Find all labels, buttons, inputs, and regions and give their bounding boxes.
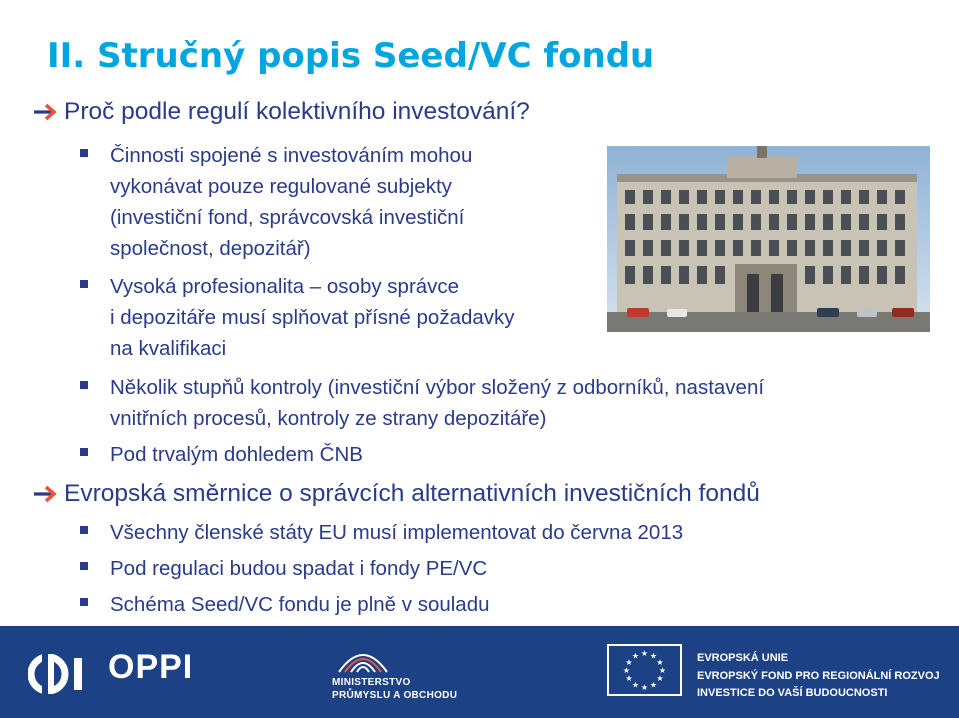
eu-logo-text: [697, 650, 940, 703]
svg-text:★: ★: [656, 658, 664, 667]
oppi-logo-icon: [28, 654, 98, 694]
square-bullet-icon: [80, 526, 88, 534]
bullet-line: vykonávat pouze regulované subjekty: [110, 175, 452, 198]
svg-text:★: ★: [658, 666, 667, 675]
svg-text:★: ★: [622, 666, 631, 675]
bullet-line: Pod trvalým dohledem ČNB: [110, 443, 363, 466]
bullet-line: na kvalifikaci: [110, 337, 227, 360]
arrow-right-icon: [32, 101, 60, 123]
svg-text:★: ★: [631, 680, 640, 690]
eu-line: INVESTICE DO VAŠÍ BUDOUCNOSTI: [697, 687, 888, 699]
bullet-line: Několik stupňů kontroly (investiční výbor složený z odborníků, nastavení: [110, 376, 765, 399]
bullet-line: Schéma Seed/VC fondu je plně v souladu: [110, 593, 490, 616]
square-bullet-icon: [80, 149, 88, 157]
bullet-line: (investiční fond, správcovská investiční: [110, 206, 465, 229]
svg-text:★: ★: [649, 651, 658, 661]
svg-text:★: ★: [625, 658, 633, 667]
ministry-logo-text: [332, 676, 457, 702]
svg-text:★: ★: [625, 674, 633, 683]
bullet-line: vnitřních procesů, kontroly ze strany depozitáře): [110, 407, 547, 430]
section-heading-text: Evropská směrnice o správcích alternativních investičních fondů: [64, 480, 760, 507]
square-bullet-icon: [80, 448, 88, 456]
section-heading-eu-directive: [32, 480, 760, 508]
square-bullet-icon: [80, 381, 88, 389]
slide-title: II. Stručný popis Seed/VC fondu: [47, 36, 655, 76]
svg-text:★: ★: [640, 649, 649, 658]
ministry-logo-icon: [333, 640, 393, 676]
svg-text:★: ★: [656, 674, 664, 683]
arrow-right-icon: [32, 483, 60, 505]
cnb-building-photo: [607, 146, 930, 332]
bullet-line: Činnosti spojené s investováním mohou: [110, 144, 473, 167]
square-bullet-icon: [80, 562, 88, 570]
square-bullet-icon: [80, 280, 88, 288]
eu-line: EVROPSKÁ UNIE: [697, 652, 789, 664]
square-bullet-icon: [80, 598, 88, 606]
bullet-line: i depozitáře musí splňovat přísné požadavky: [110, 306, 515, 329]
bullet-line: Pod regulaci budou spadat i fondy PE/VC: [110, 557, 488, 580]
svg-text:★: ★: [649, 680, 658, 690]
ministry-line: MINISTERSTVO: [332, 677, 411, 688]
svg-text:★: ★: [631, 651, 640, 661]
eu-flag-icon: [607, 644, 682, 696]
eu-line: EVROPSKÝ FOND PRO REGIONÁLNÍ ROZVOJ: [697, 669, 940, 682]
bullet-line: společnost, depozitář): [110, 237, 311, 260]
section-heading-text: Proč podle regulí kolektivního investování?: [64, 98, 530, 125]
svg-text:★: ★: [640, 683, 649, 692]
ministry-line: PRŮMYSLU A OBCHODU: [332, 690, 458, 701]
bullet-line: Všechny členské státy EU musí implementovat do června 2013: [110, 521, 684, 544]
oppi-logo-text: OPPI: [108, 648, 194, 686]
section-heading-regulation: [32, 98, 530, 126]
footer-bar: [0, 626, 959, 718]
bullet-line: Vysoká profesionalita – osoby správce: [110, 275, 460, 298]
